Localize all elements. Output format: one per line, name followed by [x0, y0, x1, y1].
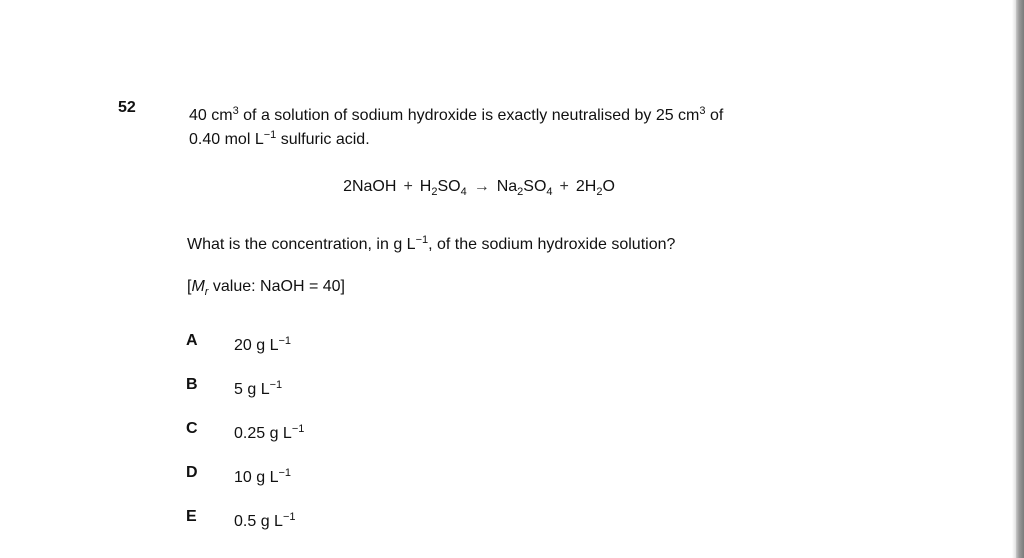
stem-exponent-1: 3 — [232, 105, 239, 117]
option-value: 10 g $L^{-1}$ — [234, 467, 292, 486]
option-value: 20 g $L^{-1}$ — [234, 335, 292, 354]
option-value: 5 g $L^{-1}$ — [234, 379, 283, 398]
option-e[interactable] — [186, 508, 386, 536]
stem-text-2: of — [705, 107, 724, 124]
option-letter: D — [186, 464, 198, 481]
chemical-equation — [0, 178, 958, 196]
option-letter: C — [186, 420, 198, 437]
stem-exponent-2: 3 — [699, 105, 706, 117]
option-c[interactable] — [186, 420, 386, 448]
equation-h2so4: $H_2SO_4$ — [419, 178, 467, 198]
stem-exponent-3: −1 — [263, 129, 277, 141]
option-letter: B — [186, 376, 198, 393]
option-b[interactable] — [186, 376, 386, 404]
question-stem — [189, 104, 829, 152]
question-prompt: What is the concentration, in g $L^{-1}$, of the sodium hydroxide solution? — [187, 234, 676, 253]
option-d[interactable] — [186, 464, 386, 492]
mr-value-line: [$M_r$ value: NaOH = 40] — [187, 278, 345, 298]
option-value: 0.25 g $L^{-1}$ — [234, 423, 305, 442]
page-edge-scrollbar[interactable] — [1016, 0, 1024, 558]
plus-sign: + — [403, 178, 413, 195]
plus-sign: + — [559, 178, 569, 195]
option-letter: A — [186, 332, 198, 349]
stem-text-3: sulfuric acid. — [276, 131, 370, 148]
stem-text-1: of a solution of sodium hydroxide is exactly neutralised by 25 cm — [238, 107, 700, 124]
option-a[interactable] — [186, 332, 386, 360]
equation-naoh: 2NaOH — [343, 178, 397, 195]
reaction-arrow: → — [473, 178, 490, 195]
question-number: 52 — [118, 99, 136, 116]
prompt-exponent: −1 — [415, 234, 429, 246]
option-letter: E — [186, 508, 197, 525]
stem-volume-naoh: 40 cm — [189, 107, 233, 124]
equation-na2so4: $Na_2SO_4$ — [496, 178, 553, 198]
stem-concentration: 0.40 mol L — [189, 131, 264, 148]
mr-symbol: M — [191, 278, 205, 295]
option-value: 0.5 g $L^{-1}$ — [234, 511, 296, 530]
equation-water: $2H_2O$ — [575, 178, 615, 198]
